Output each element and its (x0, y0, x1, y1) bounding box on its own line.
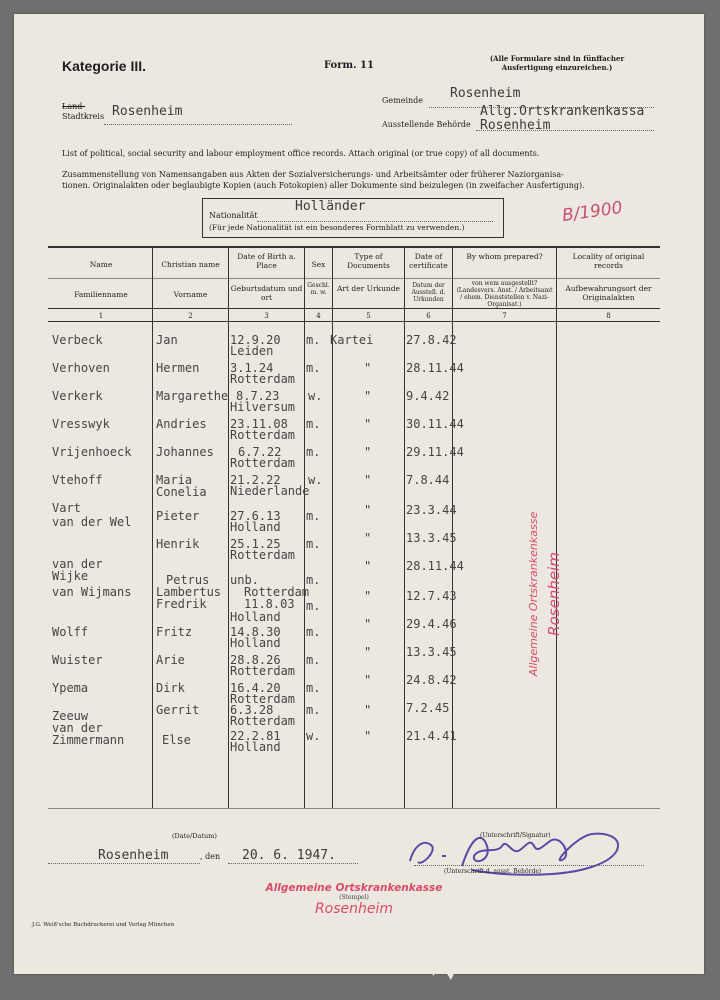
row-name: Verkerk (52, 389, 103, 403)
date-label: (Date/Datum) (172, 832, 217, 840)
col-header-locality-en: Locality of original records (572, 252, 645, 270)
date-value: 20. 6. 1947. (242, 848, 336, 863)
row-sex: m. (306, 625, 321, 639)
row-place: Holland (230, 636, 281, 650)
row-place: Rotterdam (230, 372, 296, 386)
kreis-label (62, 102, 87, 122)
row-name: Vtehoff (52, 473, 103, 487)
row-doctype: " (364, 673, 372, 687)
row-name: Wolff (52, 625, 89, 639)
stamp-label: (Stempel) (339, 894, 369, 901)
row-vorname: Andries (156, 417, 207, 431)
col-divider-5 (404, 246, 405, 808)
row-name: van der Wel (52, 515, 132, 529)
row-certdate: 24.8.42 (406, 673, 457, 687)
row-place: Holland (230, 610, 281, 624)
gemeinde-label: Gemeinde (382, 96, 424, 105)
row-birth: 27.6.13 (230, 509, 281, 523)
row-place: Hilversum (230, 400, 296, 414)
col-header-doctype-de: Art der Urkunde (337, 284, 400, 293)
row-certdate: 13.3.45 (406, 645, 457, 659)
row-name: van Wijmans (52, 585, 132, 599)
row-vorname: Margarethe (156, 389, 229, 403)
signature-label: (Unterschrift d. ausst. Behörde) (444, 868, 542, 875)
intro-german-2: tionen. Originalakten oder beglaubigte Kopien (auch Fotokopien) aller Dokumente sind beizulegen (in zweifacher Ausfertigung). (62, 181, 585, 190)
col-header-name-en: Name (89, 260, 113, 269)
signature-top-label: (Unterschrift/Signatur) (480, 832, 551, 839)
row-vorname: Petrus (166, 573, 210, 587)
intro-german-1: Zusammenstellung von Namensangaben aus Akten der Sozialversicherungs- und Arbeitsämter oder früherer Naziorganisa- (62, 170, 564, 179)
row-sex: m. (306, 703, 321, 717)
row-certdate: 9.4.42 (406, 389, 450, 403)
row-certdate: 13.3.45 (406, 531, 457, 545)
signature-line (414, 864, 644, 866)
col-header-name-de: Familienname (74, 290, 128, 299)
vertical-stamp (524, 494, 564, 694)
row-vorname: Johannes (156, 445, 214, 459)
row-vorname: Jan (156, 333, 178, 347)
signature (402, 816, 642, 886)
kreis-value: Rosenheim (112, 104, 183, 119)
table-bottom-rule (48, 808, 660, 809)
col-num-5: 5 (366, 312, 371, 320)
table-num-rule (48, 321, 660, 322)
col-header-birth-de: Geburtsdatum und ort (230, 284, 303, 302)
row-name: Wuister (52, 653, 103, 667)
row-sex: w. (308, 389, 323, 403)
row-doctype: " (364, 531, 372, 545)
col-header-sex-en: Sex (311, 260, 326, 269)
row-birth: 22.2.81 (230, 729, 281, 743)
row-name: Vrijenhoeck (52, 445, 132, 459)
copies-note-line-2: Ausfertigung einzureichen.) (501, 63, 613, 72)
row-name: van der Zimmermann (52, 721, 125, 747)
row-certdate: 28.11.44 (406, 361, 464, 375)
row-sex: m. (306, 537, 321, 551)
row-name: Verbeck (52, 333, 103, 347)
row-birth: 6.7.22 (238, 445, 282, 459)
row-doctype: " (364, 729, 372, 743)
row-place: Rotterdam (230, 664, 296, 678)
printer-credit: J.G. Weiß'sche Buchdruckerei und Verlag München (32, 922, 175, 928)
intro-english: List of political, social security and labour employment office records. Attach original (or true copy) of all documents. (62, 149, 540, 158)
col-header-certdate-de: Datum der Ausstell. d. Urkunden (411, 282, 446, 303)
table-header-rule (48, 308, 660, 309)
row-birth: 25.1.25 (230, 537, 281, 551)
row-sex: w. (306, 729, 321, 743)
row-sex: m. (306, 361, 321, 375)
row-doctype: " (364, 645, 372, 659)
row-sex: w. (308, 473, 323, 487)
row-birth: unb. (230, 573, 259, 587)
row-place: Rotterdam (230, 428, 296, 442)
row-doctype: " (364, 445, 372, 459)
vertical-stamp-line-2: Rosenheim (545, 552, 563, 636)
row-vorname: Else (162, 733, 191, 747)
kreis-suffix: kreis (84, 112, 105, 121)
row-birth: 8.7.23 (236, 389, 280, 403)
row-doctype: " (364, 503, 372, 517)
row-doctype: " (364, 389, 372, 403)
row-place: Holland (230, 740, 281, 754)
row-doctype: " (364, 559, 372, 573)
nationality-label: Nationalität (209, 211, 258, 220)
col-header-bywhom-de: von wem ausgestellt? (Landesvers. Anst. / Arbeitsamt / ehem. Dienststellen v. Nazi-Organisat.) (456, 280, 553, 308)
row-name: Ypema (52, 681, 89, 695)
col-divider-4 (332, 246, 333, 808)
row-vorname: Pieter (156, 509, 200, 523)
row-birth: 21.2.22 (230, 473, 281, 487)
behoerde-value-2: Rosenheim (480, 118, 551, 133)
col-num-8: 8 (606, 312, 611, 320)
row-birth: 6.3.28 (230, 703, 274, 717)
row-certdate: 29.11.44 (406, 445, 464, 459)
row-doctype: " (364, 361, 372, 375)
col-header-sex-de: Geschl. m. w. (307, 282, 330, 296)
copies-note (482, 54, 632, 72)
row-doctype: " (364, 417, 372, 431)
row-place: Rotterdam (230, 714, 296, 728)
row-vorname: Arie (156, 653, 185, 667)
row-place: Leiden (230, 344, 274, 358)
row-birth: Rotterdam 11.8.03 (244, 585, 310, 611)
row-doctype: " (364, 617, 372, 631)
footer-stamp-line-2: Rosenheim (314, 901, 394, 917)
col-divider-1 (152, 246, 153, 808)
nationality-box (202, 198, 504, 238)
nationality-line (257, 213, 493, 222)
row-vorname: Hermen (156, 361, 200, 375)
paper-tear (430, 960, 460, 980)
row-sex: m. (306, 599, 321, 613)
row-doctype: " (364, 473, 372, 487)
row-vorname: Lambertus Fredrik (156, 585, 222, 611)
row-name: Vresswyk (52, 417, 110, 431)
row-birth: 14.8.30 (230, 625, 281, 639)
col-divider-2 (228, 246, 229, 808)
nationality-value: Holländer (295, 199, 366, 214)
col-num-4: 4 (316, 312, 321, 320)
behoerde-label: Ausstellende Behörde (382, 120, 471, 129)
row-certdate: 21.4.41 (406, 729, 457, 743)
row-place: Holland (230, 520, 281, 534)
table-mid-rule (48, 278, 660, 279)
row-sex: m. (306, 573, 321, 587)
row-vorname: Gerrit (156, 703, 200, 717)
col-num-1: 1 (98, 312, 104, 320)
row-vorname: Henrik (156, 537, 200, 551)
row-sex: m. (306, 445, 321, 459)
col-header-bywhom-en: By whom prepared? (466, 252, 543, 261)
col-header-christian-en: Christian name (161, 260, 220, 269)
col-header-locality-de: Aufbewahrungsort der Originalakten (565, 284, 652, 302)
row-sex: m. (306, 653, 321, 667)
row-vorname: Dirk (156, 681, 185, 695)
land-label: Land- (62, 102, 86, 111)
place-value: Rosenheim (98, 848, 169, 863)
nationality-note: (Für jede Nationalität ist ein besonderes Formblatt zu verwenden.) (209, 223, 465, 232)
row-doctype: " (364, 703, 372, 717)
row-name: van der Wijke (52, 557, 103, 583)
row-sex: m. (306, 417, 321, 431)
row-certdate: 30.11.44 (406, 417, 464, 431)
row-doctype: " (364, 589, 372, 603)
row-certdate: 7.8.44 (406, 473, 450, 487)
den-label: , den (200, 852, 221, 861)
col-num-3: 3 (264, 312, 269, 320)
row-birth: 3.1.24 (230, 361, 274, 375)
col-num-6: 6 (426, 312, 431, 320)
col-header-christian-de: Vorname (173, 290, 208, 299)
row-sex: m. (306, 681, 321, 695)
row-certdate: 29.4.46 (406, 617, 457, 631)
document-page (14, 14, 704, 974)
copies-note-line-1: (Alle Formulare sind in fünffacher (489, 54, 625, 63)
col-num-7: 7 (502, 312, 507, 320)
row-place: Rotterdam (230, 692, 296, 706)
kategorie-title: Kategorie III. (62, 58, 147, 74)
vertical-stamp-line-1: Allgemeine Ortskrankenkasse (527, 511, 540, 677)
col-num-2: 2 (188, 312, 193, 320)
row-place: Rotterdam (230, 456, 296, 470)
footer-stamp-line-1: Allgemeine Ortskrankenkasse (265, 882, 443, 894)
col-header-birth-en: Date of Birth a. Place (237, 252, 296, 270)
col-divider-3 (304, 246, 305, 808)
gemeinde-value: Rosenheim (450, 86, 521, 101)
row-doctype: Kartei (330, 333, 374, 347)
row-birth: 12.9.20 (230, 333, 281, 347)
row-certdate: 28.11.44 (406, 559, 464, 573)
row-sex: m. (306, 333, 321, 347)
row-vorname: Maria Conelia (156, 473, 207, 499)
row-sex: m. (306, 509, 321, 523)
col-header-doctype-en: Type of Documents (347, 252, 390, 270)
row-place: Rotterdam (230, 548, 296, 562)
behoerde-value-1: Allg.Ortskrankenkassa (480, 104, 645, 119)
footer-stamp (254, 882, 454, 917)
row-vorname: Fritz (156, 625, 193, 639)
row-certdate: 27.8.42 (406, 333, 457, 347)
col-divider-6 (452, 246, 453, 808)
row-birth: 28.8.26 (230, 653, 281, 667)
row-name: Verhoven (52, 361, 110, 375)
handwritten-mark: B/1900 (560, 197, 624, 227)
row-name: Zeeuw (52, 709, 89, 723)
row-name: Vart (52, 501, 81, 515)
form-number: Form. 11 (324, 60, 374, 71)
row-certdate: 12.7.43 (406, 589, 457, 603)
stadt-label: Stadt- (62, 112, 87, 121)
row-certdate: 23.3.44 (406, 503, 457, 517)
table-top-rule (48, 246, 660, 248)
row-certdate: 7.2.45 (406, 701, 450, 715)
col-header-certdate-en: Date of certificate (409, 252, 448, 270)
row-birth: 16.4.20 (230, 681, 281, 695)
row-birth: 23.11.08 (230, 417, 288, 431)
row-place: Niederlande (230, 484, 310, 498)
